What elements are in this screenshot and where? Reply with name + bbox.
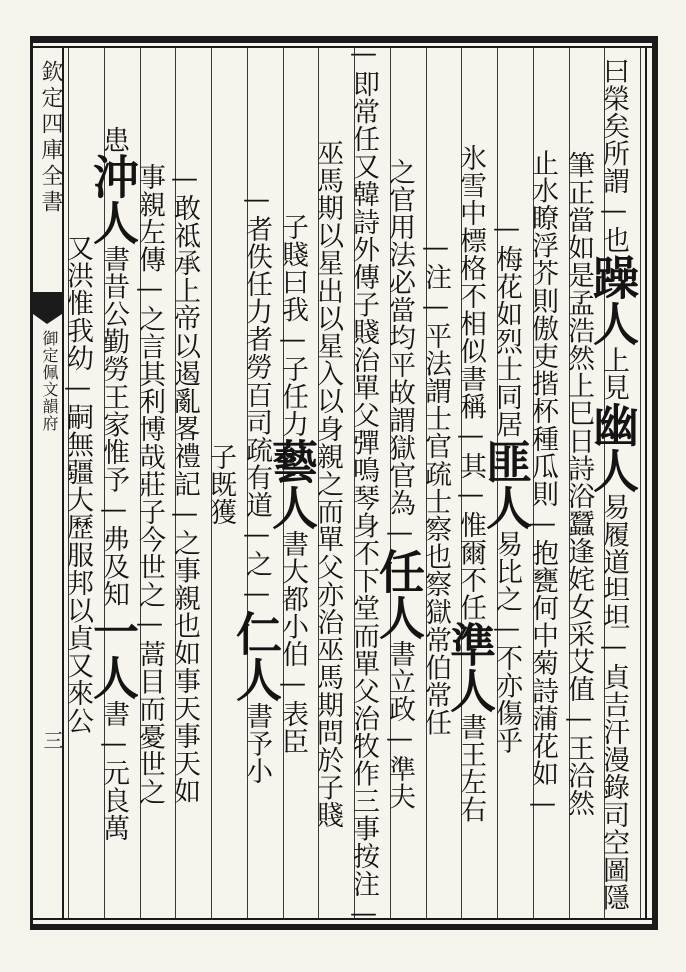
text-run: — xyxy=(563,702,594,735)
text-column xyxy=(62,54,104,914)
margin-work-title: 御定佩文韻府 xyxy=(40,330,59,432)
headword: 沖人 xyxy=(86,153,140,246)
text-run: — xyxy=(241,518,272,551)
text-column xyxy=(205,54,247,914)
text-run: — xyxy=(491,213,522,245)
text-run: 惟爾不任 xyxy=(455,511,486,622)
text-run: — xyxy=(598,631,629,663)
text-run: 牧作三事按注 xyxy=(348,732,379,899)
text-run: 常伯常任 xyxy=(420,626,451,737)
text-run: 易履道坦坦 xyxy=(598,493,629,632)
text-run: 平法謂士官疏士察也察獄 xyxy=(420,322,451,627)
text-run: 子任力 xyxy=(277,355,308,438)
text-run: 蒿目而憂世之 xyxy=(134,639,165,806)
text-run: 其 xyxy=(455,451,486,480)
text-column xyxy=(348,38,390,930)
text-run: 百司疏有道 xyxy=(241,380,272,519)
text-run: — xyxy=(455,479,486,512)
text-run: 書昔公勤勞王家惟予 xyxy=(98,245,129,494)
text-run: 止水瞭浮芥則傲吏揩杯種瓜則 xyxy=(527,148,558,508)
text-run: — xyxy=(134,272,165,305)
text-run: 氷雪中標格不相似 xyxy=(455,144,486,365)
text-column xyxy=(265,54,319,914)
text-run: 又洪惟我幼 xyxy=(62,233,93,372)
text-run: 書 xyxy=(98,700,129,728)
text-column xyxy=(443,54,497,914)
text-run: — xyxy=(420,290,451,323)
text-run: — xyxy=(98,727,129,760)
text-run: 抱甕何中菊詩蒲花如 xyxy=(527,539,558,788)
text-run: 之言其利博哉莊子今世之 xyxy=(134,304,165,609)
text-run: 不亦傷乎 xyxy=(491,644,522,755)
text-run: — xyxy=(527,787,558,820)
text-run: 邦以貞又來公 xyxy=(62,568,93,735)
text-run: 易比之 xyxy=(491,529,522,613)
text-run: 敢祗承上帝以遏亂畧禮記 xyxy=(169,194,200,498)
text-run: 注 xyxy=(420,263,451,291)
text-run: 書大都小伯 xyxy=(277,530,308,668)
headword: 幽人 xyxy=(586,401,640,494)
headword: 準人 xyxy=(443,621,497,714)
text-run: — xyxy=(348,38,379,70)
text-run: 梅花如烈士同居 xyxy=(491,244,522,438)
text-run: — xyxy=(134,608,165,640)
text-run: 貞吉汗漫錄司空圖隱 xyxy=(598,662,629,912)
text-run: 之官用法必當均平故謂獄官為 xyxy=(384,157,415,517)
text-run: 子既獲 xyxy=(205,442,236,526)
text-column xyxy=(420,54,462,914)
text-run: 書予小 xyxy=(241,701,272,785)
text-run: — xyxy=(62,371,93,404)
text-column xyxy=(527,54,569,914)
text-column xyxy=(479,54,533,914)
text-run: 也 xyxy=(598,226,629,254)
headword: 匪人 xyxy=(479,437,533,530)
text-column xyxy=(169,54,211,914)
text-column xyxy=(312,54,354,914)
text-run: — xyxy=(491,612,522,645)
text-run: — xyxy=(169,162,200,195)
text-run: 者佚任力者勞 xyxy=(241,215,272,381)
text-run: — xyxy=(455,420,486,452)
text-run: 即常任又韓詩外傳子賤治單父彈鳴琴身不下堂而單父治 xyxy=(348,70,379,733)
text-run: — xyxy=(277,668,308,700)
text-run: — xyxy=(384,723,415,755)
text-run: — xyxy=(241,183,272,216)
text-run: — xyxy=(277,323,308,356)
text-run: — xyxy=(98,493,129,526)
text-run: 元良萬 xyxy=(98,759,129,843)
text-run: — xyxy=(527,507,558,540)
text-run: 謂 xyxy=(598,167,629,195)
headword: 仁人 xyxy=(229,609,283,702)
text-column xyxy=(134,54,176,914)
column-rule xyxy=(640,48,641,918)
text-run: 準夫 xyxy=(384,754,415,811)
headword: 藝人 xyxy=(265,438,319,530)
text-run: 事親左傳 xyxy=(134,162,165,273)
text-column xyxy=(563,54,605,914)
text-run: 巫馬期以星出以星入以身親之而單父亦治巫馬期問於子賤 xyxy=(312,139,343,829)
margin-book-title: 欽定四庫全書 xyxy=(38,60,63,216)
text-run: 筆正當如是孟浩然上巳日詩浴蠶逢姹女采艾值 xyxy=(563,150,594,703)
text-run: 弗及知 xyxy=(98,525,129,609)
text-run: 上見 xyxy=(598,346,629,402)
text-run: — xyxy=(169,497,200,530)
text-run: — xyxy=(241,578,272,610)
headword: 任人 xyxy=(372,548,426,641)
frame-right-border xyxy=(652,36,658,930)
text-run: 書王左右 xyxy=(455,713,486,824)
text-run: 之 xyxy=(241,550,272,578)
text-run: 書立政 xyxy=(384,640,415,724)
text-column xyxy=(372,54,426,914)
headword: 躁人 xyxy=(586,254,640,346)
text-run: 王洽然 xyxy=(563,734,594,818)
margin-page-marker: 三 xyxy=(40,730,64,754)
text-column xyxy=(86,54,140,914)
text-run: 之事親也如事天事天如 xyxy=(169,529,200,806)
text-run: 表臣 xyxy=(277,699,308,755)
text-run: 嗣無疆大歷服 xyxy=(62,403,93,569)
text-column xyxy=(229,54,283,914)
text-run: 子賤曰我 xyxy=(277,213,308,324)
text-run: — xyxy=(384,516,415,549)
text-run: — xyxy=(348,898,379,930)
text-run: — xyxy=(420,231,451,264)
text-run: 書稱 xyxy=(455,364,486,421)
text-run: 曰榮矣所 xyxy=(598,56,629,168)
text-column xyxy=(586,54,640,914)
text-run: — xyxy=(598,194,629,227)
frame-right-inner-border xyxy=(645,46,647,920)
text-run: 患 xyxy=(98,125,129,154)
headword: 一人 xyxy=(86,608,140,701)
